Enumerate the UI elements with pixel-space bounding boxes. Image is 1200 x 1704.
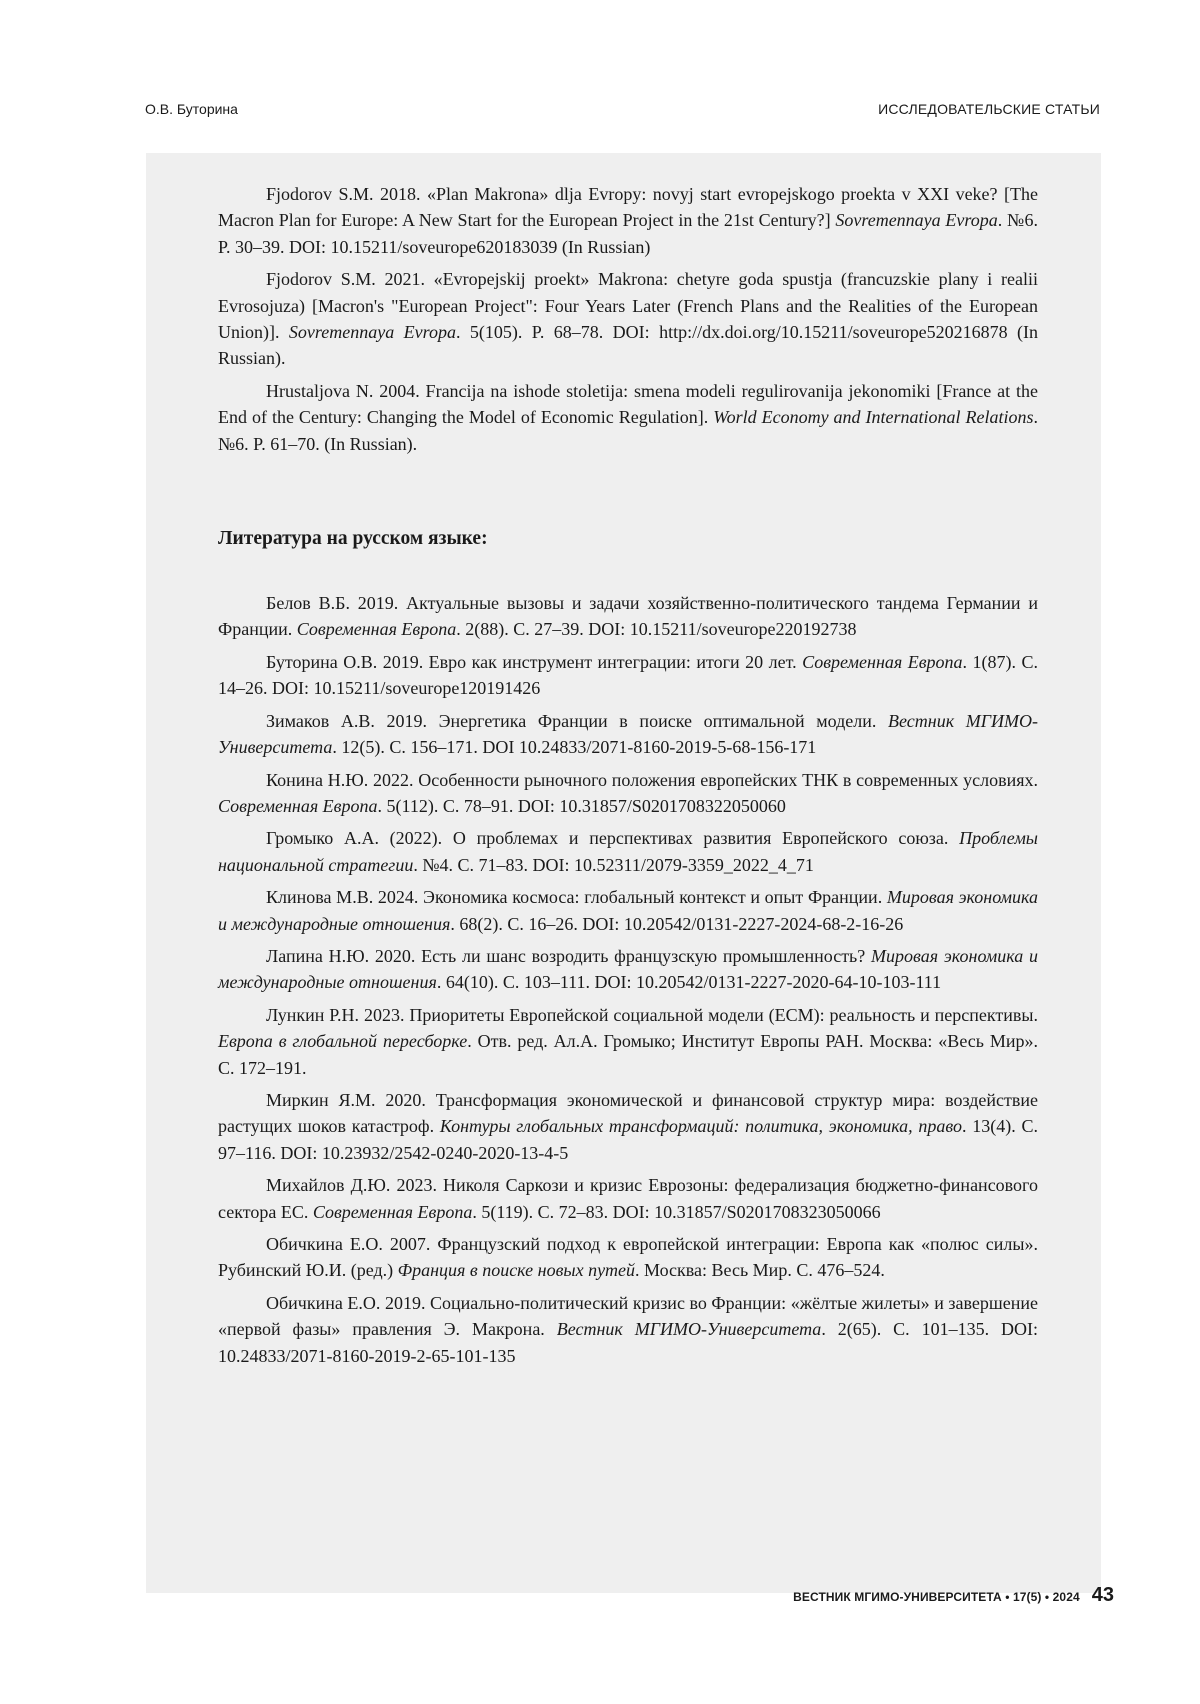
reference-journal: Мировая экономика и международные отношения: [218, 946, 1038, 992]
reference-item: Буторина О.В. 2019. Евро как инструмент интеграции: итоги 20 лет. Современная Европа. 1(87). С. 14–26. DOI: 10.15211/soveurope120191426: [218, 649, 1038, 702]
reference-item: Миркин Я.М. 2020. Трансформация экономической и финансовой структур мира: воздействие растущих шоков катастроф. Контуры глобальных трансформаций: политика, экономика, право. 13(4). С. 97–116. DOI: 10.23932/2542-0240-2020-13-4-5: [218, 1087, 1038, 1166]
russian-references: [218, 590, 1038, 1369]
reference-item: Громыко А.А. (2022). О проблемах и перспективах развития Европейского союза. Проблемы национальной стратегии. №4. С. 71–83. DOI: 10.52311/2079-3359_2022_4_71: [218, 825, 1038, 878]
reference-item: Белов В.Б. 2019. Актуальные вызовы и задачи хозяйственно-политического тандема Германии и Франции. Современная Европа. 2(88). С. 27–39. DOI: 10.15211/soveurope220192738: [218, 590, 1038, 643]
reference-item: Зимаков А.В. 2019. Энергетика Франции в поиске оптимальной модели. Вестник МГИМО-Университета. 12(5). С. 156–171. DOI 10.24833/2071-8160-2019-5-68-156-171: [218, 708, 1038, 761]
header-section-title: ИССЛЕДОВАТЕЛЬСКИЕ СТАТЬИ: [878, 101, 1100, 117]
reference-journal: Современная Европа: [802, 652, 962, 672]
footer-journal-title: ВЕСТНИК МГИМО-УНИВЕРСИТЕТА • 17(5) • 2024: [793, 1590, 1080, 1604]
reference-item: Конина Н.Ю. 2022. Особенности рыночного положения европейских ТНК в современных условиях. Современная Европа. 5(112). С. 78–91. DOI: 10.31857/S0201708322050060: [218, 767, 1038, 820]
reference-journal: Вестник МГИМО-Университета: [557, 1319, 822, 1339]
reference-journal: Европа в глобальной пересборке: [218, 1031, 467, 1051]
reference-item: Лункин Р.Н. 2023. Приоритеты Европейской социальной модели (ЕСМ): реальность и перспективы. Европа в глобальной пересборке. Отв. ред. Ал.А. Громыко; Институт Европы РАН. Москва: «Весь Мир». С. 172–191.: [218, 1002, 1038, 1081]
reference-item: Михайлов Д.Ю. 2023. Николя Саркози и кризис Еврозоны: федерализация бюджетно-финансового сектора ЕС. Современная Европа. 5(119). С. 72–83. DOI: 10.31857/S0201708323050066: [218, 1172, 1038, 1225]
running-header: [145, 101, 1100, 121]
russian-literature-heading: Литература на русском языке:: [218, 528, 1038, 550]
reference-journal: World Economy and International Relations: [713, 407, 1033, 427]
reference-journal: Современная Европа: [218, 796, 378, 816]
reference-journal: Sovremennaya Evropa: [289, 322, 456, 342]
page-footer: [793, 1584, 1114, 1608]
english-references: [218, 181, 1038, 457]
reference-item: Fjodorov S.M. 2021. «Evropejskij proekt» Makrona: chetyre goda spustja (francuzskie plany i realii Evrosojuza) [Macron's "European Project": Four Years Later (French Plans and the Realities of the European Union)]. Sovremennaya Evropa. 5(105). P. 68–78. DOI: http://dx.doi.org/10.15211/soveurope520216878 (In Russian).: [218, 266, 1038, 372]
reference-item: Обичкина Е.О. 2007. Французский подход к европейской интеграции: Европа как «полюс силы». Рубинский Ю.И. (ред.) Франция в поиске новых путей. Москва: Весь Мир. С. 476–524.: [218, 1231, 1038, 1284]
reference-journal: Современная Европа: [297, 619, 457, 639]
reference-item: Лапина Н.Ю. 2020. Есть ли шанс возродить французскую промышленность? Мировая экономика и международные отношения. 64(10). С. 103–111. DOI: 10.20542/0131-2227-2020-64-10-103-111: [218, 943, 1038, 996]
references-content: [218, 181, 1038, 1375]
reference-item: Обичкина Е.О. 2019. Социально-политический кризис во Франции: «жёлтые жилеты» и завершение «первой фазы» правления Э. Макрона. Вестник МГИМО-Университета. 2(65). С. 101–135. DOI: 10.24833/2071-8160-2019-2-65-101-135: [218, 1290, 1038, 1369]
references-panel: [146, 153, 1101, 1593]
reference-journal: Мировая экономика и международные отношения: [218, 887, 1038, 933]
header-author: О.В. Буторина: [145, 101, 238, 117]
reference-journal: Проблемы национальной стратегии: [218, 828, 1038, 874]
reference-item: Клинова М.В. 2024. Экономика космоса: глобальный контекст и опыт Франции. Мировая экономика и международные отношения. 68(2). С. 16–26. DOI: 10.20542/0131-2227-2024-68-2-16-26: [218, 884, 1038, 937]
page-number: 43: [1092, 1584, 1114, 1607]
reference-journal: Контуры глобальных трансформаций: политика, экономика, право: [440, 1116, 962, 1136]
reference-journal: Sovremennaya Evropa: [835, 210, 997, 230]
reference-item: Fjodorov S.M. 2018. «Plan Makrona» dlja Evropy: novyj start evropejskogo proekta v XXI veke? [The Macron Plan for Europe: A New Start for the European Project in the 21st Century?] Sovremennaya Evropa. №6. P. 30–39. DOI: 10.15211/soveurope620183039 (In Russian): [218, 181, 1038, 260]
reference-journal: Современная Европа: [313, 1202, 473, 1222]
reference-journal: Франция в поиске новых путей: [398, 1260, 635, 1280]
reference-item: Hrustaljova N. 2004. Francija na ishode stoletija: smena modeli regulirovanija jekonomiki [France at the End of the Century: Changing the Model of Economic Regulation]. World Economy and International Relations. №6. P. 61–70. (In Russian).: [218, 378, 1038, 457]
reference-journal: Вестник МГИМО-Университета: [218, 711, 1038, 757]
